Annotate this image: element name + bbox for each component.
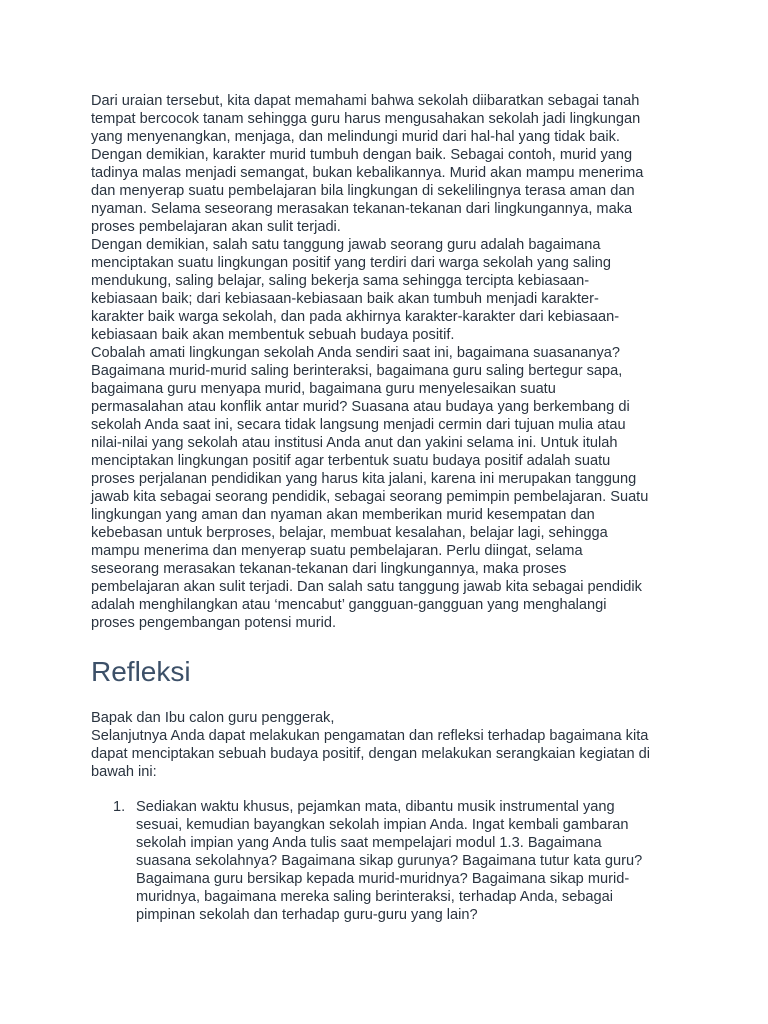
paragraph-2: Dengan demikian, salah satu tanggung jawab seorang guru adalah bagaimana menciptakan suatu lingkungan positif yang terdiri dari warga sekolah yang saling mendukung, saling belajar, saling bekerja sama sehingga tercipta kebiasaan- kebiasaan baik; dari kebiasaan-kebiasaan baik akan tumbuh menjadi karakter- karakter baik warga sekolah, dan pada akhirnya karakter-karakter dari kebiasaan- kebiasaan baik akan membentuk sebuah budaya positif. <box>91 237 620 343</box>
reflection-intro: Bapak dan Ibu calon guru penggerak, Selanjutnya Anda dapat melakukan pengamatan dan refleksi terhadap bagaimana kita dapat menciptakan sebuah budaya positif, dengan melakukan serangkaian kegiatan di bawah ini: <box>91 710 651 780</box>
list-item-number: 1. <box>113 799 126 815</box>
paragraph-1: Dari uraian tersebut, kita dapat memahami bahwa sekolah diibaratkan sebagai tanah tempat bercocok tanam sehingga guru harus mengusahakan sekolah jadi lingkungan yang menyenangkan, menjaga, dan melindungi murid dari hal-hal yang tidak baik. Dengan demikian, karakter murid tumbuh dengan baik. Sebagai contoh, murid yang tadinya malas menjadi semangat, bukan kebalikannya. Murid akan mampu menerima dan menyerap suatu pembelajaran bila lingkungan di sekelilingnya terasa aman dan nyaman. Selama seseorang merasakan tekanan-tekanan dari lingkungannya, maka proses pembelajaran akan sulit terjadi. <box>91 93 644 235</box>
body-section <box>91 92 691 632</box>
document-page <box>91 92 691 923</box>
list-item <box>91 798 691 924</box>
list-item-text: Sediakan waktu khusus, pejamkan mata, dibantu musik instrumental yang sesuai, kemudian bayangkan sekolah impian Anda. Ingat kembali gambaran sekolah impian yang Anda tulis saat mempelajari modul 1.3. Bagaimana suasana sekolahnya? Bagaimana sikap gurunya? Bagaimana tutur kata guru? Bagaimana guru bersikap kepada murid-muridnya? Bagaimana sikap murid- muridnya, bagaimana mereka saling berinteraksi, terhadap Anda, sebagai pimpinan sekolah dan terhadap guru-guru yang lain? <box>136 799 643 923</box>
paragraph-3: Cobalah amati lingkungan sekolah Anda sendiri saat ini, bagaimana suasananya? Bagaimana murid-murid saling berinteraksi, bagaimana guru saling bertegur sapa, bagaimana guru menyapa murid, bagaimana guru menyelesaikan suatu permasalahan atau konflik antar murid? Suasana atau budaya yang berkembang di sekolah Anda saat ini, secara tidak langsung menjadi cermin dari tujuan mulia atau nilai-nilai yang sekolah atau institusi Anda anut dan yakini selama ini. Untuk itulah menciptakan lingkungan positif agar terbentuk suatu budaya positif adalah suatu proses perjalanan pendidikan yang harus kita jalani, karena ini merupakan tanggung jawab kita sebagai seorang pendidik, sebagai seorang pemimpin pembelajaran. Suatu lingkungan yang aman dan nyaman akan memberikan murid kesempatan dan kebebasan untuk berproses, belajar, membuat kesalahan, belajar lagi, sehingga mampu menerima dan menyerap suatu pembelajaran. Perlu diingat, selama seseorang merasakan tekanan-tekanan dari lingkungannya, maka proses pembelajaran akan sulit terjadi. Dan salah satu tanggung jawab kita sebagai pendidik adalah menghilangkan atau ‘mencabut’ gangguan-gangguan yang menghalangi proses pengembangan potensi murid. <box>91 345 649 631</box>
reflection-steps-list <box>91 798 691 924</box>
section-heading: Refleksi <box>91 656 191 687</box>
